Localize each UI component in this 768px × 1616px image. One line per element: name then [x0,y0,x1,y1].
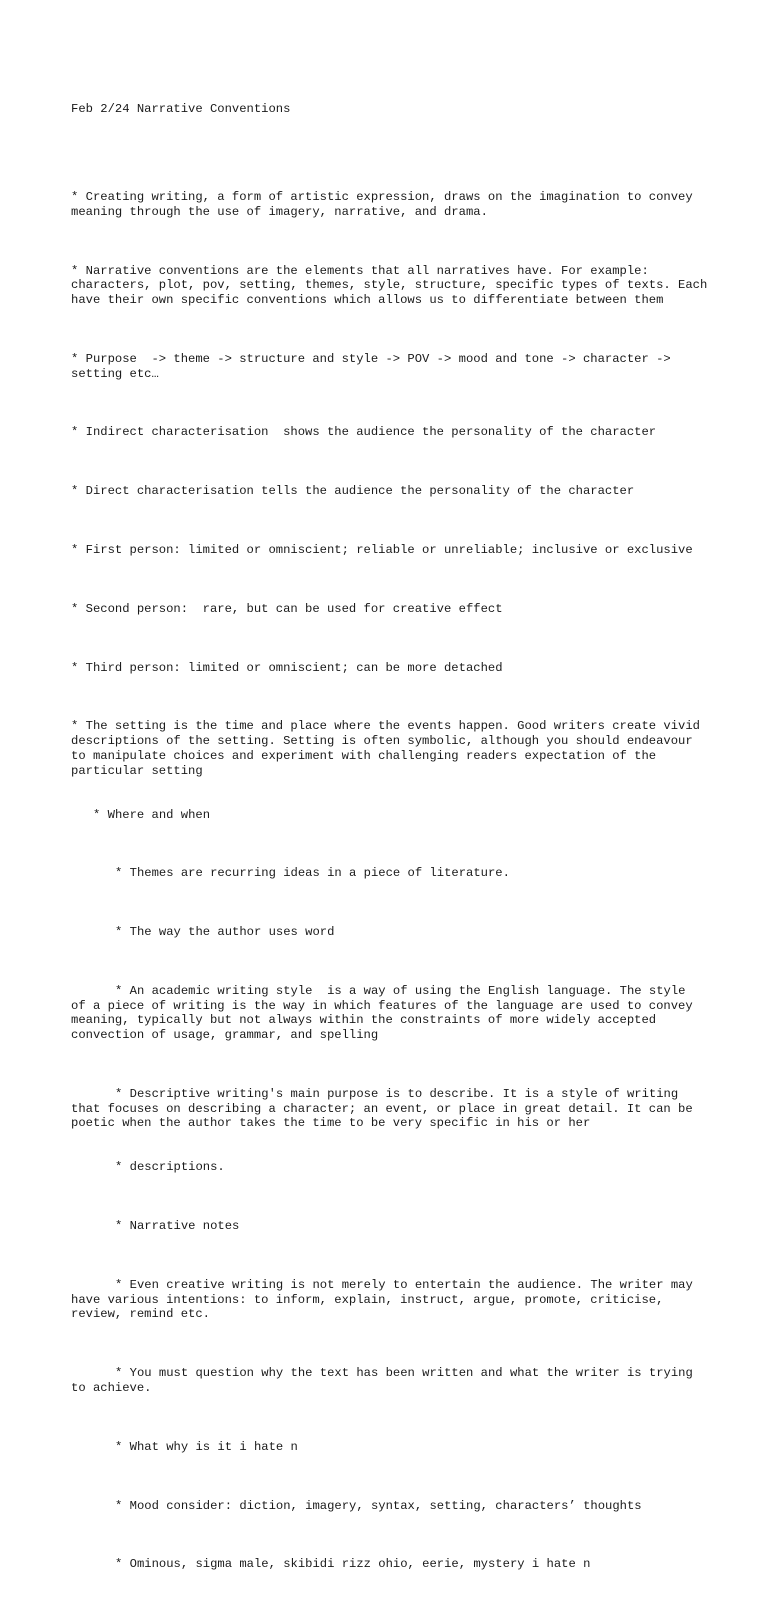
note-second-person: * Second person: rare, but can be used for creative effect [71,601,503,616]
note-third-person: * Third person: limited or omniscient; can be more detached [71,660,503,675]
document-title: Feb 2/24 Narrative Conventions [71,102,291,117]
note-mood: * Mood consider: diction, imagery, syntax, setting, characters’ thoughts [115,1498,642,1513]
note-first-person: * First person: limited or omniscient; reliable or unreliable; inclusive or exclusive [71,543,693,558]
note-descriptive-writing: * Descriptive writing's main purpose is to describe. It is a style of writing that focuses on describing a character; an event, or place in great detail. It can be poetic when the author takes the time to be very specific in his or her [71,1086,700,1131]
note-creative-intentions: * Even creative writing is not merely to entertain the audience. The writer may have various intentions: to inform, explain, instruct, argue, promote, criticise, review, remind etc. [71,1278,701,1322]
note-what-why: * What why is it i hate n [115,1439,298,1454]
note-question-text: * You must question why the text has been written and what the writer is trying to achieve. [71,1366,701,1395]
note-narrative-notes: * Narrative notes [115,1219,240,1234]
note-direct-characterisation: * Direct characterisation tells the audience the personality of the character [71,484,635,499]
note-author-word: * The way the author uses word [115,925,335,940]
document-body [71,73,715,1616]
note-setting: * The setting is the time and place where the events happen. Good writers create vivid descriptions of the setting. Setting is often symbolic, although you should endeavour to manipulate choices and experiment with challenging readers expectation of the particular setting [71,719,708,778]
note-themes: * Themes are recurring ideas in a piece of literature. [115,866,510,881]
note-ominous: * Ominous, sigma male, skibidi rizz ohio, eerie, mystery i hate n [115,1557,591,1572]
note-academic-style: * An academic writing style is a way of using the English language. The style of a piece of writing is the way in which features of the language are used to convey meaning, typically but not always within the constraints of more widely accepted convection of usage, grammar, and spelling [71,984,701,1043]
note-creative-writing: * Creating writing, a form of artistic expression, draws on the imagination to convey meaning through the use of imagery, narrative, and drama. [71,190,700,219]
note-indirect-characterisation: * Indirect characterisation shows the audience the personality of the character [71,425,657,440]
note-descriptions: * descriptions. [115,1160,225,1175]
note-narrative-conventions: * Narrative conventions are the elements that all narratives have. For example: characters, plot, pov, setting, themes, style, structure, specific types of texts. Each have their own specific conventions which allows us to differentiate between them [71,263,715,308]
note-where-and-when: * Where and when [93,807,211,822]
note-purpose-chain: * Purpose -> theme -> structure and style -> POV -> mood and tone -> character -> setting etc… [71,351,679,381]
